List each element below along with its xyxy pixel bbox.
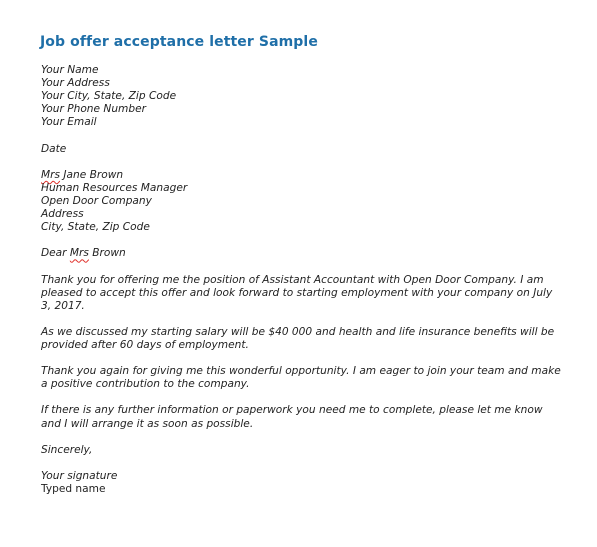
recipient-position: Human Resources Manager [41,181,188,194]
greeting-prefix: Dear [41,247,70,260]
recipient-block [41,169,561,234]
signature-placeholder: Your signature [41,469,118,482]
sender-phone: Your Phone Number [41,103,146,116]
spacer [41,260,561,273]
spacer [41,352,561,365]
paragraph-thanks: Thank you again for giving me this wonderful opportunity. I am eager to join your team and make a positive contribution to the company. [41,365,561,391]
sender-address: Your Address [41,77,110,90]
paragraph-salary: As we discussed my starting salary will be $40 000 and health and life insurance benefits will be provided after 60 days of employment. [41,325,555,351]
spacer [41,391,561,404]
sender-name: Your Name [41,64,99,76]
spacer [41,156,561,169]
sender-block [41,64,561,129]
recipient-address: Address [41,208,84,221]
closing: Sincerely, [41,443,93,456]
spacer [41,431,561,444]
letter-date: Date [41,142,67,155]
recipient-title-misspelled: Mrs [41,168,61,181]
greeting-name-rest: Brown [88,247,126,260]
recipient-company: Open Door Company [41,194,152,207]
spacer [41,313,561,326]
greeting [41,247,561,260]
sender-city-state-zip: Your City, State, Zip Code [41,90,177,103]
letter-body [41,64,561,496]
spacer [41,457,561,470]
recipient-city-state-zip: City, State, Zip Code [41,221,150,234]
spacer [41,234,561,247]
spacer [41,129,561,142]
recipient-name-rest: Jane Brown [60,168,124,181]
greeting-title-misspelled: Mrs [69,247,89,260]
paragraph-acceptance: Thank you for offering me the position of Assistant Accountant with Open Door Company. I am pleased to accept this offer and look forward to starting employment with your company on July 3, 2017. [41,273,553,312]
sender-email: Your Email [41,116,97,129]
recipient-name [41,169,561,182]
typed-name: Typed name [41,483,106,495]
paragraph-further-info: If there is any further information or paperwork you need me to complete, please let me know and I will arrange it as soon as possible. [41,404,543,430]
document-title: Job offer acceptance letter Sample [40,34,318,50]
